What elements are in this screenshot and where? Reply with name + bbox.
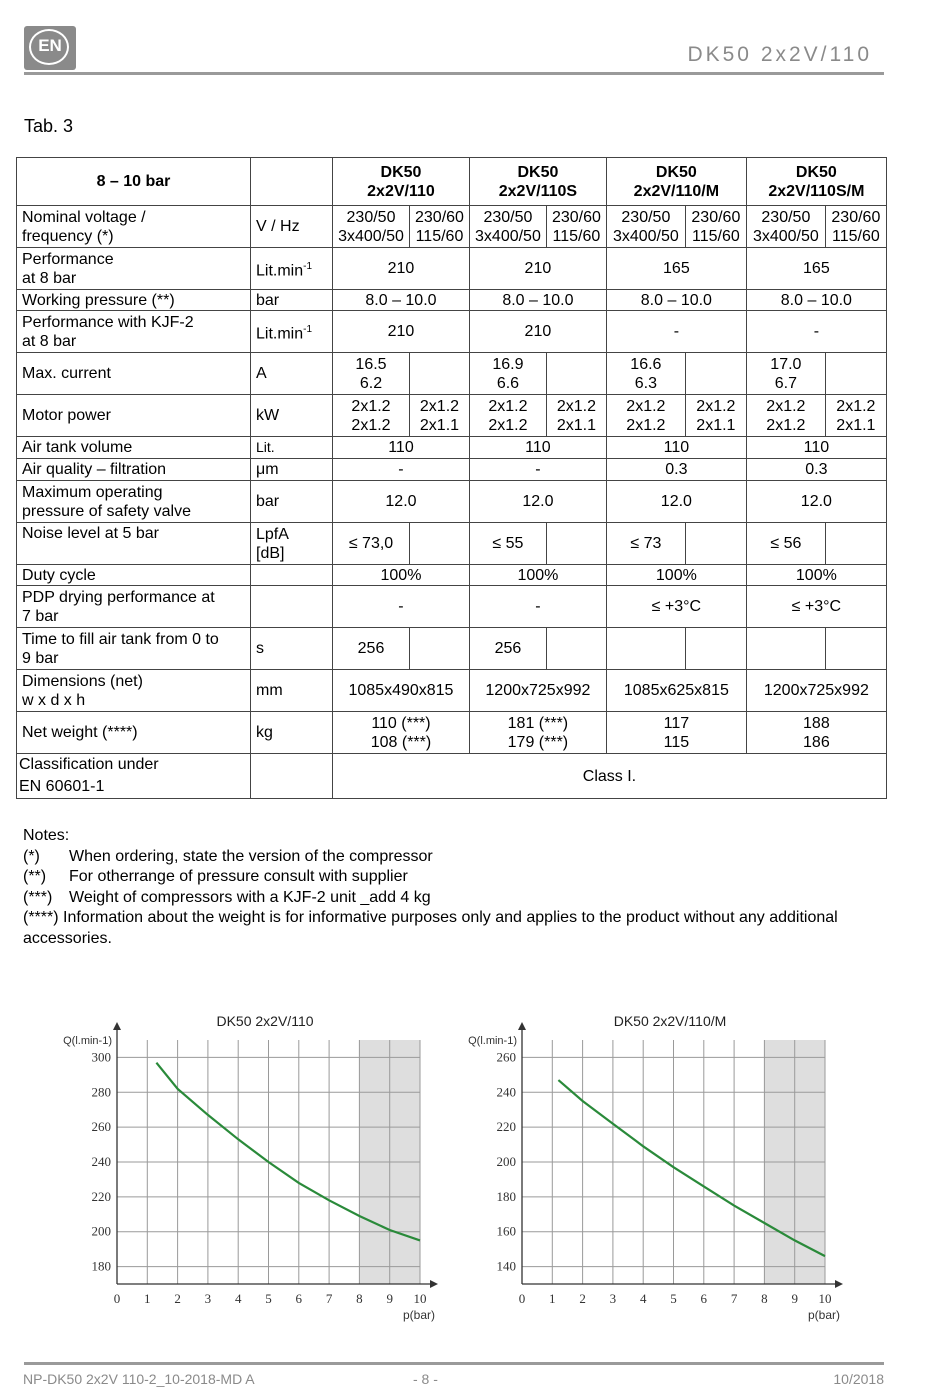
value-cell: ≤ +3°C <box>606 586 746 628</box>
y-axis-arrow <box>113 1022 121 1030</box>
header-divider <box>24 72 884 75</box>
value-cell: ≤ +3°C <box>746 586 886 628</box>
y-tick-label: 140 <box>496 1258 516 1274</box>
value-cell: 100% <box>333 565 470 586</box>
empty-cell <box>546 523 606 565</box>
value-cell: 1200x725x992 <box>469 670 606 712</box>
x-tick-label: 6 <box>700 1291 708 1306</box>
value-cell: 230/60 115/60 <box>546 206 606 248</box>
row-label: Dimensions (net) w x d x h <box>17 670 251 712</box>
row-label: Nominal voltage / frequency (*) <box>17 206 251 248</box>
value-cell: - <box>606 311 746 353</box>
value-cell: 210 <box>469 311 606 353</box>
value-cell: 230/60 115/60 <box>825 206 886 248</box>
unit-header-cell <box>251 158 333 206</box>
table-row-air-quality <box>17 459 887 481</box>
value-cell: 8.0 – 10.0 <box>333 290 470 311</box>
value-cell: 165 <box>746 248 886 290</box>
value-cell: 210 <box>333 248 470 290</box>
x-tick-label: 3 <box>609 1291 617 1306</box>
table-label: Tab. 3 <box>24 116 74 136</box>
table-row-safety-valve <box>17 481 887 523</box>
footer-doc-id: NP-DK50 2x2V 110-2_10-2018-MD A <box>23 1371 255 1387</box>
value-cell: 188 186 <box>746 712 886 754</box>
value-cell: - <box>469 586 606 628</box>
row-unit: LpfA [dB] <box>251 523 333 565</box>
value-cell: ≤ 55 <box>469 523 546 565</box>
badge-text: EN <box>38 36 62 55</box>
value-cell: 230/50 3x400/50 <box>333 206 410 248</box>
row-unit: V / Hz <box>251 206 333 248</box>
table-row-max-current <box>17 353 887 395</box>
x-tick-label: 9 <box>386 1291 393 1306</box>
value-cell <box>606 628 685 670</box>
value-cell: - <box>746 311 886 353</box>
row-label: Air quality – filtration <box>17 459 251 481</box>
x-tick-label: 9 <box>791 1291 798 1306</box>
table-row-dimensions <box>17 670 887 712</box>
table-row-noise <box>17 523 887 565</box>
row-unit: bar <box>251 290 333 311</box>
value-cell: 12.0 <box>333 481 470 523</box>
value-cell: 0.3 <box>606 459 746 481</box>
row-label: Time to fill air tank from 0 to 9 bar <box>17 628 251 670</box>
value-cell: 2x1.2 2x1.2 <box>469 395 546 437</box>
x-tick-label: 1 <box>144 1291 151 1306</box>
row-unit: Lit. <box>251 437 333 459</box>
value-cell: 210 <box>469 248 606 290</box>
value-cell: 2x1.2 2x1.2 <box>333 395 410 437</box>
y-tick-label: 260 <box>496 1049 516 1065</box>
notes-section <box>23 826 883 949</box>
footer-page-number: - 8 - <box>413 1371 438 1387</box>
row-unit: s <box>251 628 333 670</box>
row-unit <box>251 565 333 586</box>
value-cell: 1200x725x992 <box>746 670 886 712</box>
row-label: Net weight (****) <box>17 712 251 754</box>
document-title: DK50 2x2V/110 <box>687 43 872 66</box>
row-unit: bar <box>251 481 333 523</box>
y-tick-label: 200 <box>496 1154 516 1169</box>
table-row-performance-kjf <box>17 311 887 353</box>
empty-cell <box>410 353 470 395</box>
table-row-classification <box>17 754 887 799</box>
value-cell: 1085x625x815 <box>606 670 746 712</box>
y-tick-label: 300 <box>91 1049 111 1065</box>
row-label: Classification under EN 60601-1 <box>17 754 251 799</box>
notes-title: Notes: <box>23 827 70 844</box>
model-header: DK50 2x2V/110S/M <box>746 158 886 206</box>
table-row-working-pressure <box>17 290 887 311</box>
value-cell: - <box>333 459 470 481</box>
x-tick-label: 2 <box>579 1291 586 1306</box>
x-tick-label: 10 <box>818 1291 832 1306</box>
empty-cell <box>825 628 886 670</box>
y-tick-label: 200 <box>91 1223 111 1239</box>
x-tick-label: 6 <box>295 1291 303 1306</box>
value-cell: - <box>469 459 606 481</box>
value-cell: 100% <box>606 565 746 586</box>
row-label: Performance at 8 bar <box>17 248 251 290</box>
table-row-tank-volume <box>17 437 887 459</box>
value-cell: 8.0 – 10.0 <box>746 290 886 311</box>
table-row-duty-cycle <box>17 565 887 586</box>
row-unit: $Lit.\min^{-1}$ <box>251 248 333 290</box>
value-cell: 12.0 <box>746 481 886 523</box>
value-cell: ≤ 73,0 <box>333 523 410 565</box>
value-cell: 110 (***) 108 (***) <box>333 712 470 754</box>
value-cell: 0.3 <box>746 459 886 481</box>
model-header: DK50 2x2V/110/M <box>606 158 746 206</box>
corner-cell: 8 – 10 bar <box>17 158 251 206</box>
value-cell: 110 <box>469 437 606 459</box>
chart-dk50-2x2v-110 <box>50 1005 450 1325</box>
empty-cell <box>825 353 886 395</box>
table-row-motor-power <box>17 395 887 437</box>
empty-cell <box>410 628 470 670</box>
row-unit: A <box>251 353 333 395</box>
row-label: PDP drying performance at 7 bar <box>17 586 251 628</box>
row-label: Performance with KJF-2 at 8 bar <box>17 311 251 353</box>
table-row-pdp <box>17 586 887 628</box>
note-item: (***) Weight of compressors with a KJF-2 unit _add 4 kg <box>23 888 431 906</box>
y-tick-label: 220 <box>496 1119 516 1135</box>
row-label: Duty cycle <box>17 565 251 586</box>
chart-title: DK50 2x2V/110/M <box>613 1013 727 1029</box>
y-tick-label: 160 <box>496 1223 516 1239</box>
table-row-net-weight <box>17 712 887 754</box>
value-cell: 256 <box>333 628 410 670</box>
x-tick-label: 4 <box>639 1291 647 1306</box>
value-cell: 230/50 3x400/50 <box>606 206 685 248</box>
x-tick-label: 10 <box>413 1291 427 1306</box>
value-cell: 210 <box>333 311 470 353</box>
x-tick-label: 5 <box>265 1291 272 1306</box>
x-tick-label: 1 <box>549 1291 556 1306</box>
model-header: DK50 2x2V/110 <box>333 158 470 206</box>
value-cell: 17.0 6.7 <box>746 353 825 395</box>
table-row-performance <box>17 248 887 290</box>
row-label: Max. current <box>17 353 251 395</box>
value-cell: 2x1.2 2x1.1 <box>685 395 746 437</box>
value-cell: 2x1.2 2x1.2 <box>746 395 825 437</box>
x-axis-label: p(bar) <box>402 1308 435 1322</box>
value-cell: 256 <box>469 628 546 670</box>
y-tick-label: 260 <box>91 1119 111 1135</box>
value-cell <box>746 628 825 670</box>
value-cell: 2x1.2 2x1.1 <box>546 395 606 437</box>
value-cell: 16.9 6.6 <box>469 353 546 395</box>
value-cell: 230/50 3x400/50 <box>746 206 825 248</box>
row-unit: kg <box>251 712 333 754</box>
y-tick-label: 280 <box>91 1084 111 1100</box>
empty-cell <box>685 353 746 395</box>
value-cell: Class I. <box>333 754 887 799</box>
x-tick-label: 3 <box>204 1291 212 1306</box>
value-cell: ≤ 56 <box>746 523 825 565</box>
value-cell: 110 <box>606 437 746 459</box>
value-cell: 8.0 – 10.0 <box>606 290 746 311</box>
value-cell: 110 <box>746 437 886 459</box>
y-tick-label: 220 <box>91 1188 111 1204</box>
x-tick-label: 8 <box>356 1291 363 1306</box>
row-label: Motor power <box>17 395 251 437</box>
x-axis-arrow <box>835 1280 843 1288</box>
x-tick-label: 5 <box>670 1291 677 1306</box>
value-cell: 1085x490x815 <box>333 670 470 712</box>
empty-cell <box>825 523 886 565</box>
value-cell: ≤ 73 <box>606 523 685 565</box>
y-axis-label: Q(l.min-1) <box>468 1035 517 1047</box>
value-cell: - <box>333 586 470 628</box>
row-unit: $Lit.\min^{-1}$ <box>251 311 333 353</box>
empty-cell <box>685 523 746 565</box>
table-row-voltage <box>17 206 887 248</box>
row-label: Noise level at 5 bar <box>17 523 251 565</box>
x-tick-label: 8 <box>761 1291 768 1306</box>
value-cell: 100% <box>746 565 886 586</box>
note-item: (**) For otherrange of pressure consult with supplier <box>23 868 408 885</box>
value-cell: 16.5 6.2 <box>333 353 410 395</box>
model-header: DK50 2x2V/110S <box>469 158 606 206</box>
y-tick-label: 180 <box>496 1188 516 1204</box>
value-cell: 230/50 3x400/50 <box>469 206 546 248</box>
y-axis-label: Q(l.min-1) <box>63 1035 112 1047</box>
value-cell: 8.0 – 10.0 <box>469 290 606 311</box>
x-tick-label: 4 <box>234 1291 242 1306</box>
x-tick-label: 0 <box>113 1291 121 1306</box>
y-tick-label: 240 <box>91 1154 111 1169</box>
empty-cell <box>546 353 606 395</box>
row-unit: kW <box>251 395 333 437</box>
footer-divider <box>24 1362 884 1365</box>
row-label: Working pressure (**) <box>17 290 251 311</box>
x-tick-label: 0 <box>518 1291 526 1306</box>
empty-cell <box>685 628 746 670</box>
chart-dk50-2x2v-110-m <box>455 1005 855 1325</box>
y-tick-label: 240 <box>496 1084 516 1100</box>
language-badge <box>24 26 76 70</box>
value-cell: 165 <box>606 248 746 290</box>
value-cell: 2x1.2 2x1.1 <box>410 395 470 437</box>
value-cell: 2x1.2 2x1.2 <box>606 395 685 437</box>
row-unit: mm <box>251 670 333 712</box>
y-tick-label: 180 <box>91 1258 111 1274</box>
table-row-fill-time <box>17 628 887 670</box>
row-label: Air tank volume <box>17 437 251 459</box>
y-axis-arrow <box>518 1022 526 1030</box>
row-label: Maximum operating pressure of safety valve <box>17 481 251 523</box>
note-item: (****) Information about the weight is for informative purposes only and applies to the product without any additional accessories. <box>23 909 838 947</box>
x-tick-label: 7 <box>730 1291 738 1306</box>
x-axis-arrow <box>430 1280 438 1288</box>
x-axis-label: p(bar) <box>807 1308 840 1322</box>
value-cell: 230/60 115/60 <box>410 206 470 248</box>
table-header-row <box>17 158 887 206</box>
value-cell: 12.0 <box>606 481 746 523</box>
value-cell: 117 115 <box>606 712 746 754</box>
value-cell: 12.0 <box>469 481 606 523</box>
spec-table <box>16 157 887 799</box>
value-cell: 181 (***) 179 (***) <box>469 712 606 754</box>
x-tick-label: 2 <box>174 1291 181 1306</box>
row-unit <box>251 586 333 628</box>
x-tick-label: 7 <box>325 1291 333 1306</box>
value-cell: 230/60 115/60 <box>685 206 746 248</box>
row-unit <box>251 754 333 799</box>
value-cell: 110 <box>333 437 470 459</box>
value-cell: 100% <box>469 565 606 586</box>
chart-title: DK50 2x2V/110 <box>216 1013 314 1029</box>
empty-cell <box>546 628 606 670</box>
value-cell: 16.6 6.3 <box>606 353 685 395</box>
empty-cell <box>410 523 470 565</box>
note-item: (*) When ordering, state the version of the compressor <box>23 847 433 865</box>
row-unit: μm <box>251 459 333 481</box>
footer-date: 10/2018 <box>833 1371 884 1387</box>
value-cell: 2x1.2 2x1.1 <box>825 395 886 437</box>
